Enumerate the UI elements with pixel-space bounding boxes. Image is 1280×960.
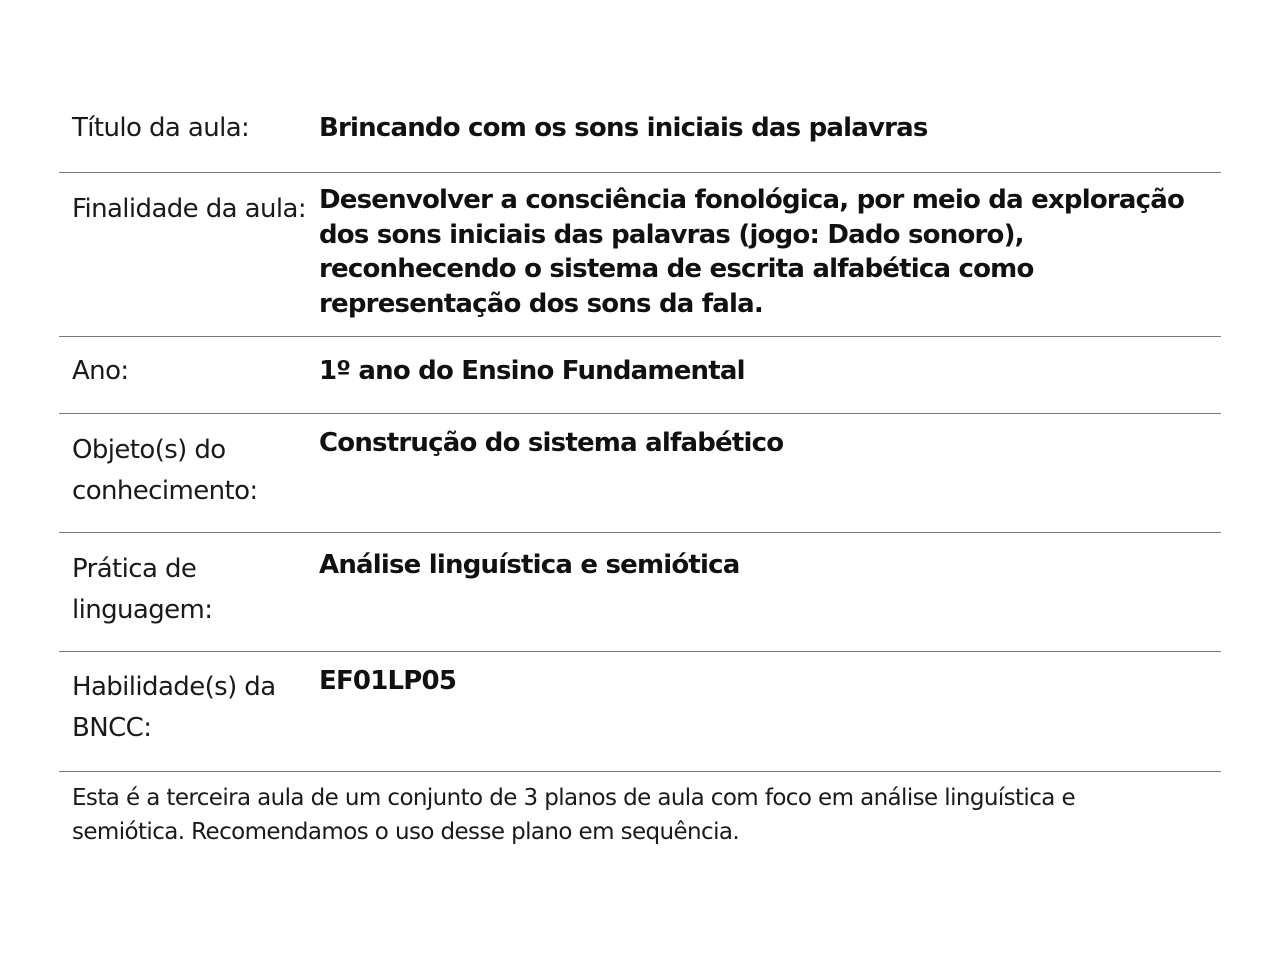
row-school-year — [59, 337, 1221, 414]
lesson-purpose-value: Desenvolver a consciência fonológica, por meio da exploração dos sons iniciais das palavras (jogo: Dado sonoro), reconhecendo o sistema de escrita alfabética como representação dos sons da fala. — [319, 185, 1185, 319]
row-bncc-skills — [59, 652, 1221, 772]
lesson-info-table — [59, 96, 1221, 772]
knowledge-objects-label: Objeto(s) do conhecimento: — [72, 435, 258, 506]
lesson-purpose-label: Finalidade da aula: — [72, 194, 306, 224]
row-knowledge-objects — [59, 414, 1221, 533]
sequence-note: Esta é a terceira aula de um conjunto de 3 planos de aula com foco em análise linguística e semiótica. Recomendamos o uso desse plano em sequência. — [72, 785, 1075, 845]
lesson-title-value: Brincando com os sons iniciais das palavras — [319, 113, 928, 143]
language-practice-label: Prática de linguagem: — [72, 554, 213, 625]
row-language-practice — [59, 533, 1221, 652]
school-year-value: 1º ano do Ensino Fundamental — [319, 356, 745, 386]
bncc-skills-value: EF01LP05 — [319, 666, 457, 696]
bncc-skills-label: Habilidade(s) da BNCC: — [72, 672, 276, 743]
lesson-title-label: Título da aula: — [72, 113, 250, 143]
row-lesson-title — [59, 96, 1221, 173]
row-lesson-purpose — [59, 173, 1221, 337]
school-year-label: Ano: — [72, 356, 129, 386]
language-practice-value: Análise linguística e semiótica — [319, 550, 740, 580]
knowledge-objects-value: Construção do sistema alfabético — [319, 428, 784, 458]
